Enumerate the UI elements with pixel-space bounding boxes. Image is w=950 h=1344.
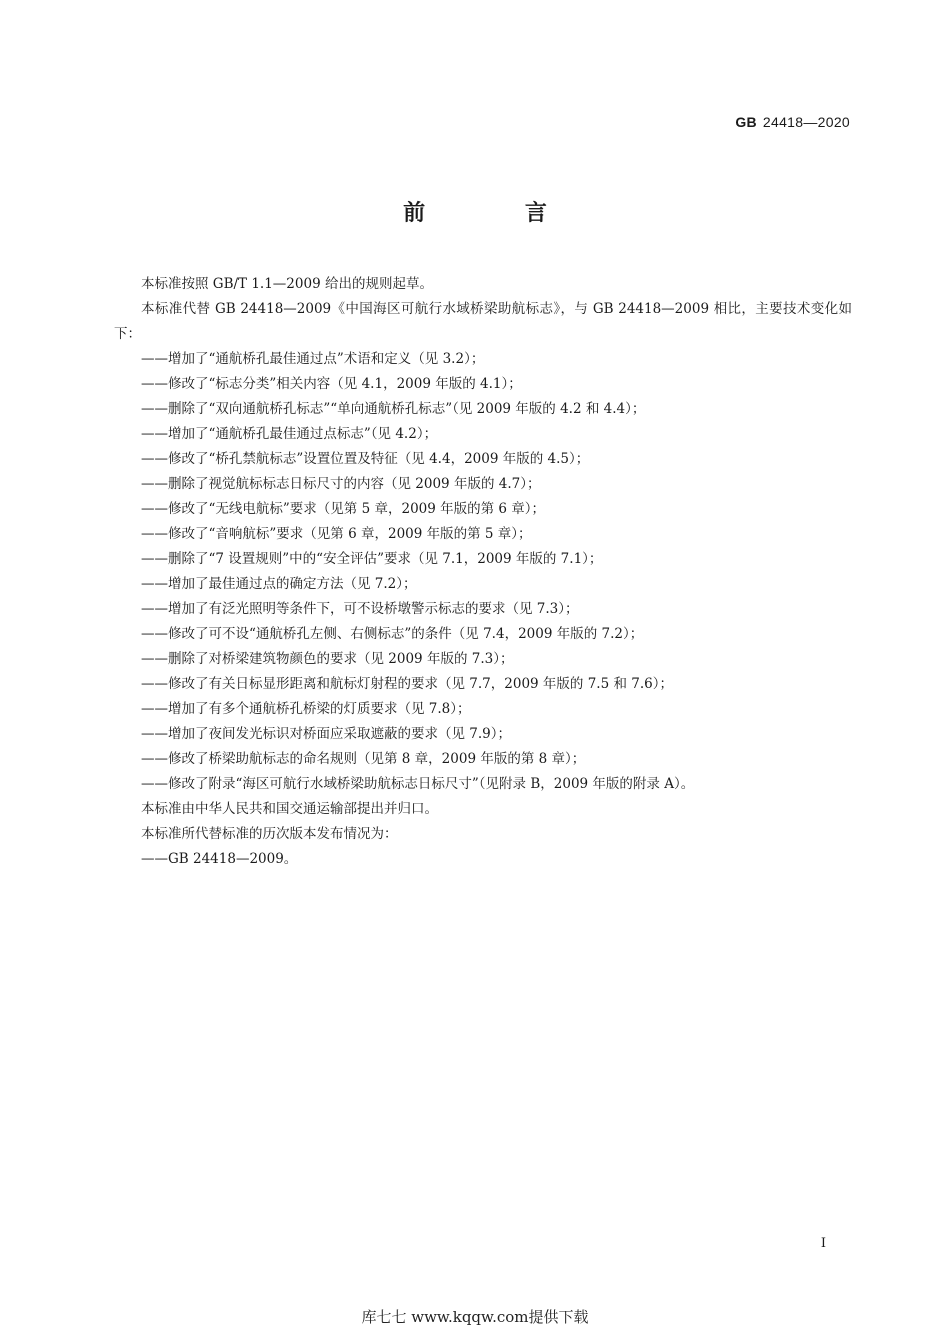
footer-watermark: 库七七 www.kqqw.com提供下载 (361, 1308, 589, 1326)
closing-paragraph-2: 本标准所代替标准的历次版本发布情况为： (141, 826, 398, 842)
list-item: ——修改了可不设“通航桥孔左侧、右侧标志”的条件（见 7.4，2009 年版的 7.2）； (141, 626, 644, 642)
list-item: ——增加了“通航桥孔最佳通过点标志”（见 4.2）； (141, 426, 438, 442)
foreword-body (114, 272, 852, 872)
list-item: ——增加了最佳通过点的确定方法（见 7.2）； (141, 576, 417, 592)
list-item: ——修改了附录“海区可航行水域桥梁助航标志日标尺寸”（见附录 B，2009 年版的附录 A）。 (141, 776, 695, 792)
page-number: I (820, 1236, 826, 1251)
list-item: ——增加了有多个通航桥孔桥梁的灯质要求（见 7.8）； (141, 701, 471, 717)
list-item: ——增加了夜间发光标识对桥面应采取遮蔽的要求（见 7.9）； (141, 726, 512, 742)
list-item: ——删除了对桥梁建筑物颜色的要求（见 2009 年版的 7.3）； (141, 651, 514, 667)
intro-paragraph-1: 本标准按照 GB/T 1.1—2009 给出的规则起草。 (141, 276, 433, 292)
list-item: ——修改了“无线电航标”要求（见第 5 章，2009 年版的第 6 章）； (141, 501, 546, 517)
list-item: ——修改了“桥孔禁航标志”设置位置及特征（见 4.4，2009 年版的 4.5）； (141, 451, 590, 467)
list-item: ——修改了“音响航标”要求（见第 6 章，2009 年版的第 5 章）； (141, 526, 532, 542)
list-item: ——删除了“双向通航桥孔标志”“单向通航桥孔标志”（见 2009 年版的 4.2 和 4.4）； (141, 401, 646, 417)
intro-paragraph-2: 本标准代替 GB 24418—2009《中国海区可航行水域桥梁助航标志》，与 GB 24418—2009 相比，主要技术变化如下： (114, 301, 852, 342)
list-item: ——修改了桥梁助航标志的命名规则（见第 8 章，2009 年版的第 8 章）； (141, 751, 586, 767)
list-item: ——删除了视觉航标标志日标尺寸的内容（见 2009 年版的 4.7）； (141, 476, 541, 492)
changes-list (114, 347, 852, 797)
standard-header (735, 114, 850, 130)
list-item: ——删除了“7 设置规则”中的“安全评估”要求（见 7.1，2009 年版的 7.1）； (141, 551, 603, 567)
closing-paragraph-1: 本标准由中华人民共和国交通运输部提出并归口。 (141, 801, 438, 817)
list-item: ——增加了有泛光照明等条件下，可不设桥墩警示标志的要求（见 7.3）； (141, 601, 579, 617)
standard-number: 24418—2020 (762, 114, 850, 130)
list-item: ——增加了“通航桥孔最佳通过点”术语和定义（见 3.2）； (141, 351, 485, 367)
list-item: ——GB 24418—2009。 (141, 851, 298, 867)
page-title: 前 言 (403, 201, 593, 226)
standard-prefix: GB (735, 114, 757, 130)
list-item: ——修改了有关日标显形距离和航标灯射程的要求（见 7.7，2009 年版的 7.5 和 7.6）； (141, 676, 673, 692)
list-item: ——修改了“标志分类”相关内容（见 4.1，2009 年版的 4.1）； (141, 376, 522, 392)
history-list (114, 847, 852, 872)
